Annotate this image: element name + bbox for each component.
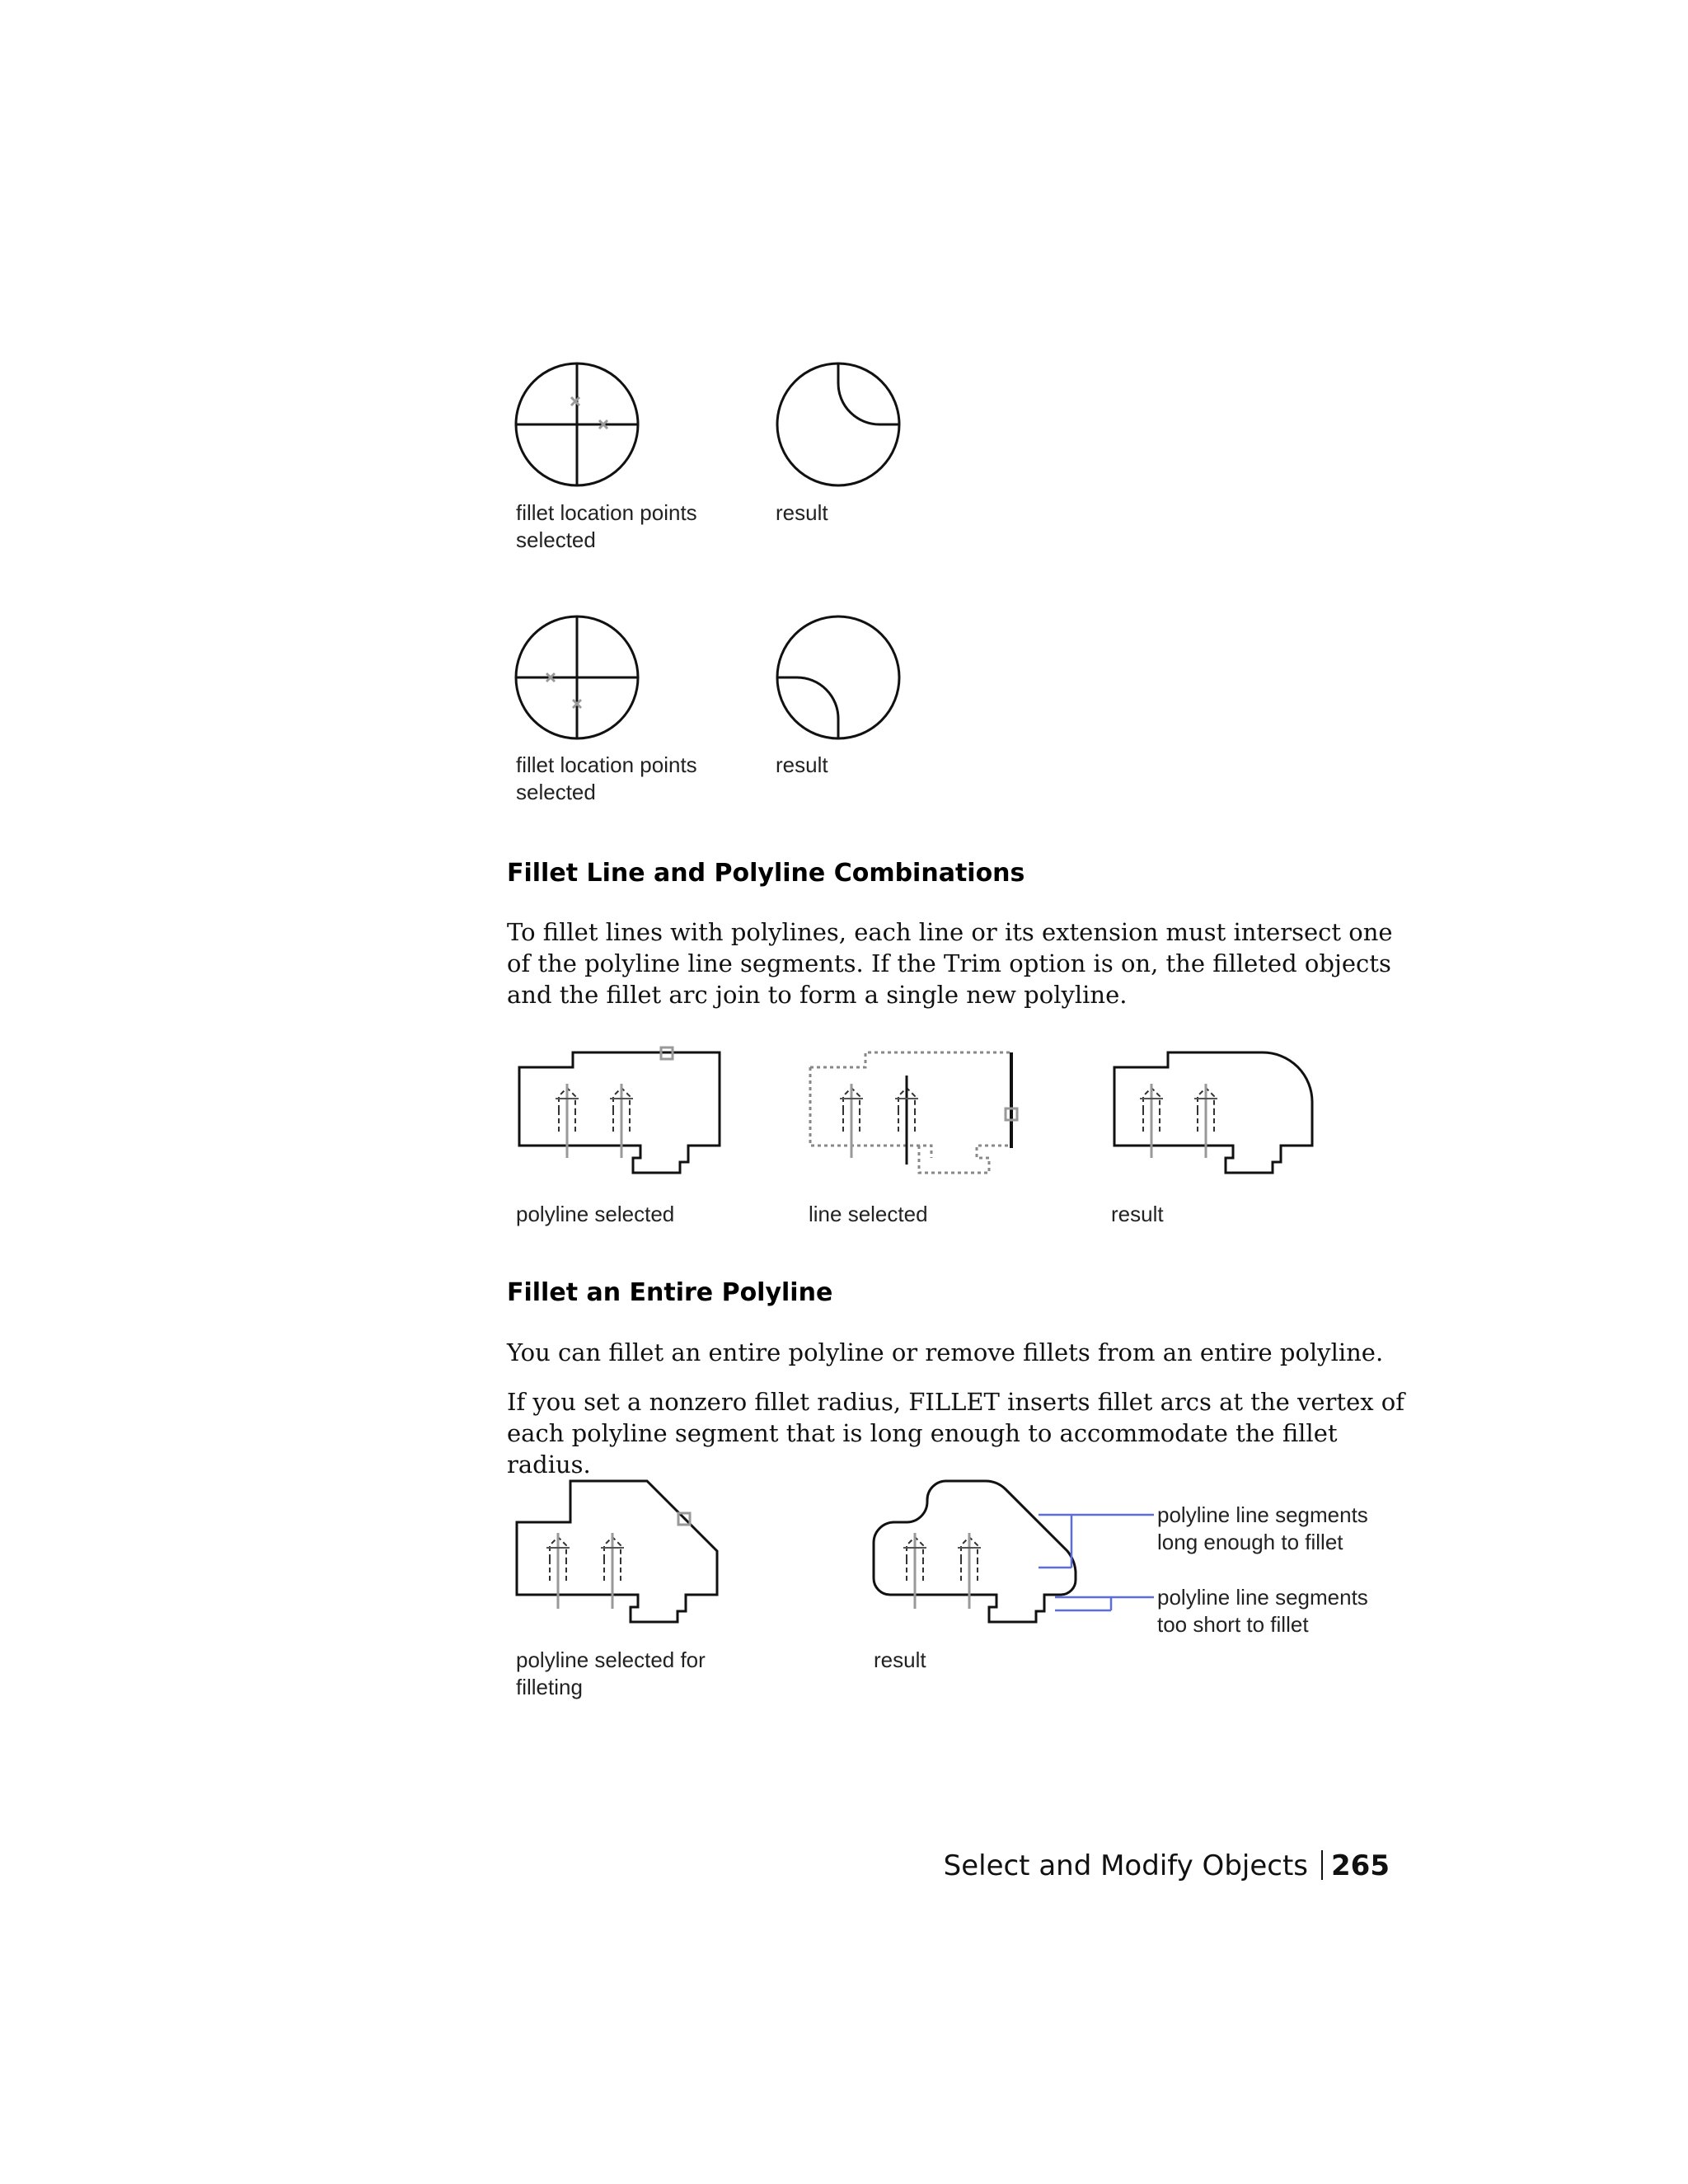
label-line-selected: line selected <box>809 1202 928 1226</box>
circle-fillet-result-1 <box>772 359 904 490</box>
label-result-1: result <box>776 500 828 525</box>
section-heading-entire-polyline: Fillet an Entire Polyline <box>507 1278 833 1307</box>
section-paragraph-entire-polyline: You can fillet an entire polyline or remove fillets from an entire polyline. If you set a nonzero fillet radius, FILLET inserts fillet arcs at the vertex of each polyline segment that is long enough to accommodate the fillet radius. <box>507 1338 1405 1479</box>
section-paragraph-line-polyline: To fillet lines with polylines, each line or its extension must intersect one of the polyline line segments. If the Trim option is on, the filleted objects and the fillet arc join to form a single new polyline. <box>507 918 1393 1009</box>
circle-fillet-selected-1 <box>511 359 643 490</box>
callout-leader-lines <box>1039 1508 1162 1624</box>
label-result-3: result <box>1111 1202 1164 1226</box>
polyline-line-result-drawing <box>1110 1043 1325 1187</box>
label-result-2: result <box>776 752 828 777</box>
section-heading-line-polyline: Fillet Line and Polyline Combinations <box>507 859 1025 888</box>
label-fillet-points-1: fillet location points selected <box>516 500 697 552</box>
label-fillet-points-2: fillet location points selected <box>516 752 697 804</box>
footer-section-title: Select and Modify Objects <box>943 1849 1309 1882</box>
page-number: 265 <box>1331 1849 1390 1882</box>
line-selected-drawing <box>804 1043 1018 1187</box>
polyline-selected-drawing <box>511 1043 725 1187</box>
page-footer <box>944 1849 1390 1882</box>
label-result-4: result <box>874 1647 926 1672</box>
label-polyline-selected: polyline selected <box>516 1202 675 1226</box>
callout-label-long-enough: polyline line segments long enough to fillet <box>1157 1502 1368 1554</box>
circle-fillet-selected-2 <box>511 612 643 743</box>
label-polyline-selected-for-filleting: polyline selected for filleting <box>516 1647 706 1699</box>
footer-separator <box>1321 1850 1323 1880</box>
callout-label-too-short: polyline line segments too short to fillet <box>1157 1585 1368 1637</box>
polyline-selected-for-filleting-drawing <box>511 1477 725 1625</box>
circle-fillet-result-2 <box>772 612 904 743</box>
